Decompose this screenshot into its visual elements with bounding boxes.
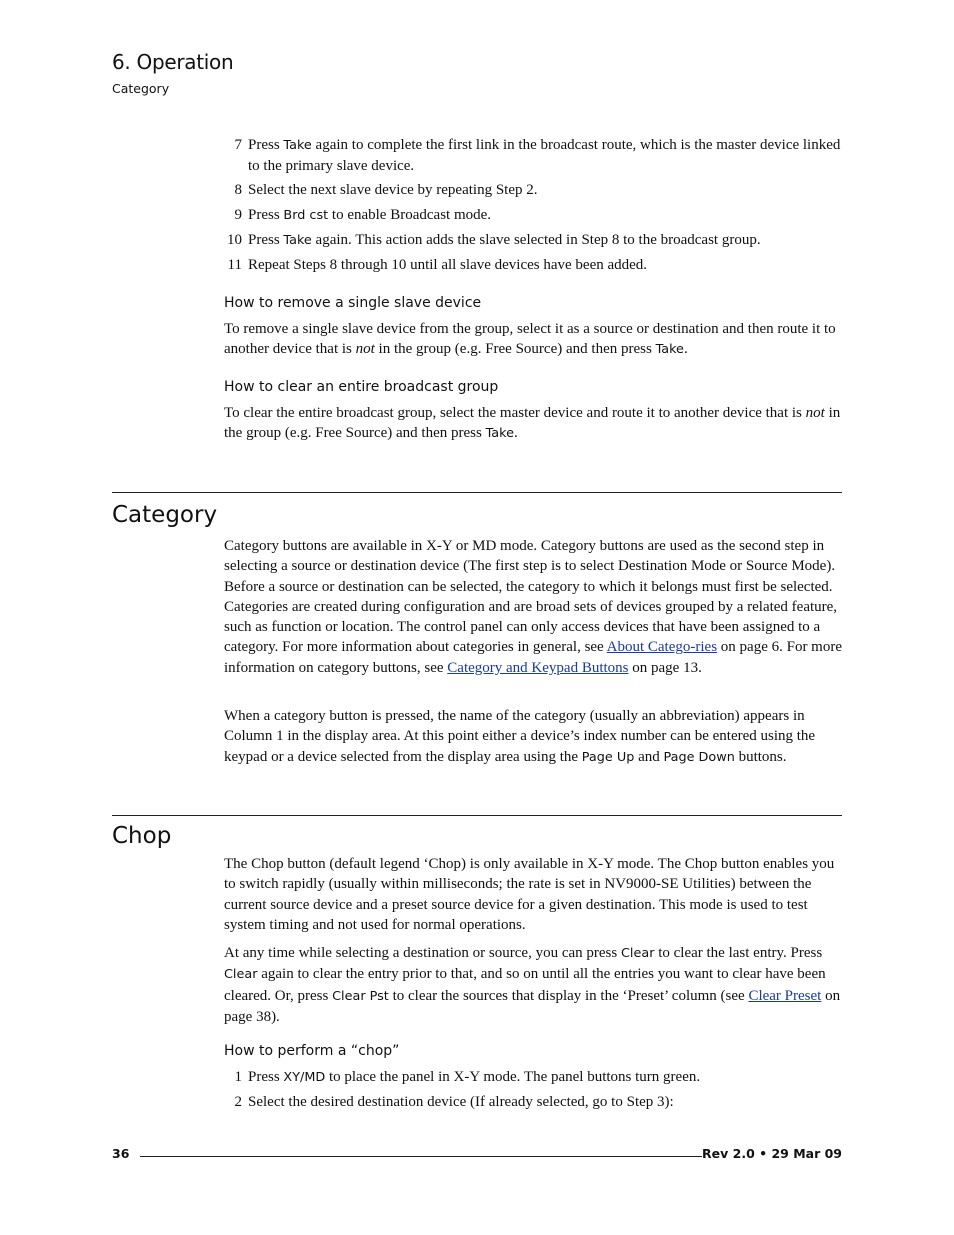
revision-label: Rev 2.0 • 29 Mar 09 [702,1146,842,1161]
step-number: 2 [234,1094,242,1110]
step-item [224,205,844,226]
link-category-keypad-buttons[interactable]: Category and Keypad Buttons [447,659,629,676]
category-paragraph-2: When a category button is pressed, the name of the category (usually an abbreviation) appears in Column 1 in the display area. At this point either a device’s index number can be entered using the keypad or a device selected from the display area using the Page Up and Page Down buttons. [224,708,816,765]
ui-label: Take [283,138,312,153]
step-item [224,135,844,177]
ui-label: Page Up [581,749,635,765]
step-text: Select the next slave device by repeating Step 2. [248,182,538,198]
chop-paragraph-2: At any time while selecting a destination or source, you can press Clear to clear the last entry. Press Clear again to clear the entry prior to that, and so on until all the entries you want to clear have been cleared. Or, press Clear Pst to clear the sources that display in the ‘Preset’ column (see Clear Preset on page 38). [224,945,841,1025]
footer-divider [140,1156,702,1157]
step-item [224,1067,844,1088]
chapter-title: 6. Operation [112,50,234,74]
category-paragraph-1: Category buttons are available in X-Y or MD mode. Category buttons are used as the second step in selecting a source or destination device (The first step is to select Destination Mode or Source Mode). Before a source or destination can be selected, the category to which it belongs must first be selected. Categories are created during configuration and are broad sets of devices grouped by a related feature, such as function or location. The control panel can only access devices that have been assigned to a category. For more information about categories in general, see About Catego-ries on page 6. For more information on category buttons, see Category and Keypad Buttons on page 13. [224,538,843,676]
link-clear-preset[interactable]: Clear Preset [748,987,822,1004]
ui-label: Take [655,342,684,358]
step-item [224,255,844,275]
section-divider [112,815,842,816]
procedure-heading-remove-single: How to remove a single slave device [224,295,482,311]
step-item [224,230,844,251]
ui-label: Take [485,426,514,442]
clear-group-paragraph: To clear the entire broadcast group, select the master device and route it to another device that is not in the group (e.g. Free Source) and then press Take. [224,405,841,442]
step-text: Repeat Steps 8 through 10 until all slave devices have been added. [248,257,648,273]
ui-label: Take [283,233,312,248]
step-number: 7 [234,137,242,153]
running-head: Category [112,81,170,96]
ui-label: XY/MD [283,1070,326,1085]
link-about-categories[interactable]: About Catego-ries [606,639,718,656]
step-text: Select the desired destination device (If already selected, go to Step 3): [248,1094,674,1110]
ui-label: Brd cst [283,208,329,223]
ui-label: Clear [620,946,655,961]
step-item [224,180,844,200]
step-text: Press Brd cst to enable Broadcast mode. [248,207,492,223]
procedure-heading-chop: How to perform a “chop” [224,1043,400,1059]
chop-paragraph-1: The Chop button (default legend ‘Chop) is only available in X-Y mode. The Chop button enables you to switch rapidly (usually within milliseconds; the rate is set in NV9000-SE Utilities) between the current source device and a preset source device for a given destination. This mode is used to test system timing and not used for normal operations. [224,856,835,933]
step-item [224,1092,844,1112]
section-title-chop: Chop [112,823,172,849]
ui-label: Clear [224,967,258,983]
ui-label: Page Down [663,749,735,765]
step-number: 9 [234,207,242,223]
step-number: 1 [234,1069,242,1085]
step-text: Press Take again. This action adds the slave selected in Step 8 to the broadcast group. [248,232,761,248]
procedure-heading-clear-group: How to clear an entire broadcast group [224,379,499,395]
step-text: Press XY/MD to place the panel in X-Y mode. The panel buttons turn green. [248,1069,701,1085]
ui-label: Clear Pst [332,988,389,1004]
section-divider [112,492,842,493]
remove-single-paragraph: To remove a single slave device from the group, select it as a source or destination and then route it to another device that is not in the group (e.g. Free Source) and then press Take. [224,321,836,358]
step-number: 10 [227,232,242,248]
step-number: 11 [227,257,242,273]
step-number: 8 [234,182,242,198]
section-title-category: Category [112,502,218,528]
step-text: Press Take again to complete the first link in the broadcast route, which is the master device linked to the primary slave device. [248,137,841,175]
page-number: 36 [112,1146,130,1161]
